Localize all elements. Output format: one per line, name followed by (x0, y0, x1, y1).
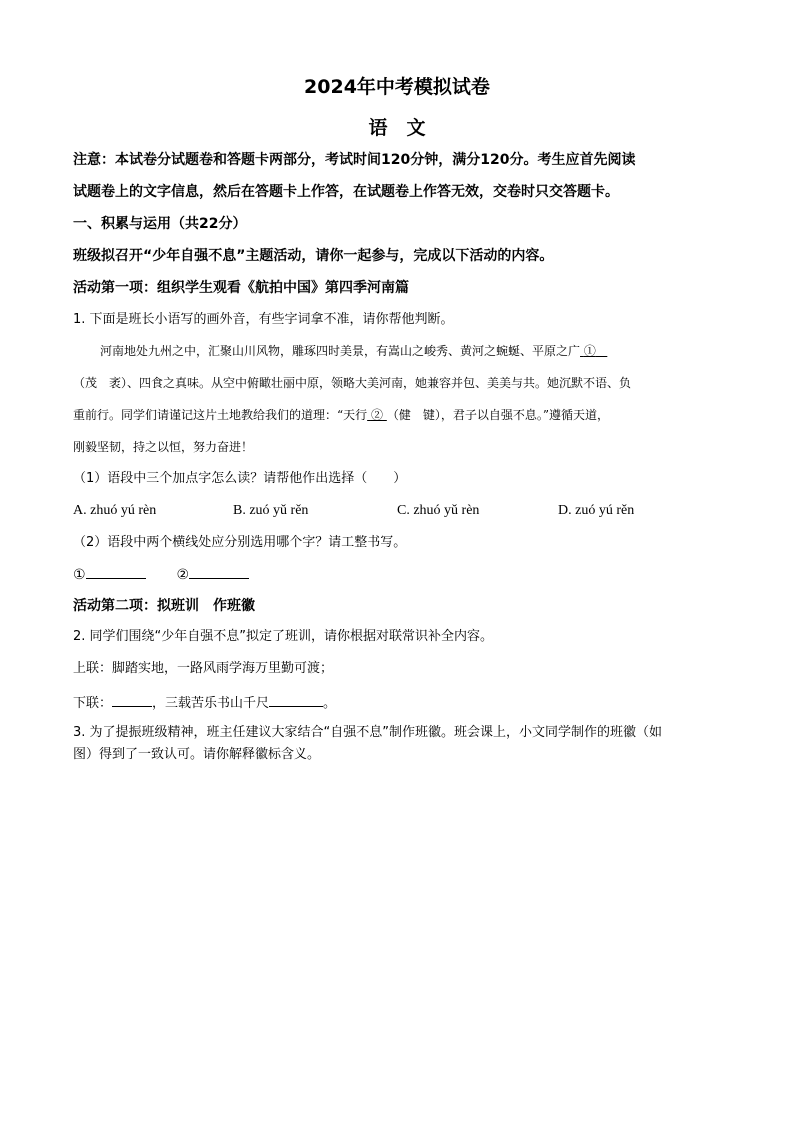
passage-text: 河南地处九州之中，汇聚山川风物，雕琢四时美景，有嵩山之峻秀、黄河之蜿蜒、平原之广 (100, 344, 581, 358)
question-1-stem: 1. 下面是班长小语写的画外音，有些字词拿不准，请你帮他判断。 (73, 312, 454, 327)
answer-blanks-row (73, 563, 249, 585)
option-b[interactable]: B. zuó yǔ rěn (233, 503, 309, 518)
notice-line-1: 注意：本试卷分试题卷和答题卡两部分，考试时间120分钟，满分120分。考生应首先阅读 (73, 152, 636, 168)
subject-title: 语 文 (368, 117, 426, 139)
couplet-upper: 上联：脚踏实地，一路风雨学海万里勤可渡； (73, 661, 334, 676)
passage-line-1 (100, 341, 607, 361)
option-a[interactable]: A. zhuó yú rèn (73, 503, 157, 518)
passage-line-3 (73, 405, 609, 425)
option-c[interactable]: C. zhuó yǔ rèn (397, 503, 480, 518)
sub-question-2: （2）语段中两个横线处应分别选用哪个字？请工整书写。 (73, 535, 407, 550)
sub-question-1: （1）语段中三个加点字怎么读？请帮他作出选择（ ） (73, 471, 407, 486)
question-3-line-1: 3. 为了提振班级精神，班主任建议大家结合“自强不息”制作班徽。班会课上，小文同学制作的班徽（如 (73, 725, 663, 740)
blank-label-1: ① (73, 567, 86, 583)
couplet-lower-end: 。 (323, 696, 337, 711)
passage-line-2: （茂 袤）、四食之真味。从空中俯瞰壮丽中原，领略大美河南，她兼容并包、美美与共。她沉默不语、负 (73, 376, 632, 390)
answer-blank-1[interactable] (86, 563, 146, 579)
couplet-lower (73, 691, 336, 714)
answer-blank-2[interactable] (189, 563, 249, 579)
notice-line-2: 试题卷上的文字信息，然后在答题卡上作答，在试题卷上作答无效，交卷时只交答题卡。 (73, 184, 619, 200)
activity-1-heading: 活动第一项：组织学生观看《航拍中国》第四季河南篇 (73, 280, 409, 296)
blank-mark-2: ② (370, 408, 383, 422)
blank-mark-1: ① (583, 344, 596, 358)
couplet-lower-prefix: 下联： (73, 696, 113, 711)
question-2-stem: 2. 同学们围绕“少年自强不息”拟定了班训，请你根据对联常识补全内容。 (73, 629, 494, 644)
passage-text: 重前行。同学们请谨记这片土地教给我们的道理：“天行 (73, 408, 368, 422)
activity-2-heading: 活动第二项：拟班训 作班徽 (73, 598, 255, 614)
option-d[interactable]: D. zuó yú rěn (558, 503, 635, 518)
passage-line-4: 刚毅坚韧，持之以恒，努力奋进！ (73, 440, 254, 454)
section-heading: 一、积累与运用（共22分） (73, 216, 247, 232)
couplet-lower-middle: ，三载苦乐书山千尺 (152, 696, 270, 711)
couplet-blank-2[interactable] (269, 691, 323, 707)
passage-text: （健 键），君子以自强不息。”遵循天道， (386, 408, 609, 422)
couplet-blank-1[interactable] (112, 691, 152, 707)
blank-label-2: ② (176, 567, 190, 583)
activity-intro: 班级拟召开“少年自强不息”主题活动，请你一起参与，完成以下活动的内容。 (73, 248, 554, 264)
exam-title: 2024年中考模拟试卷 (304, 76, 490, 98)
question-3-line-2: 图）得到了一致认可。请你解释徽标含义。 (73, 747, 321, 762)
